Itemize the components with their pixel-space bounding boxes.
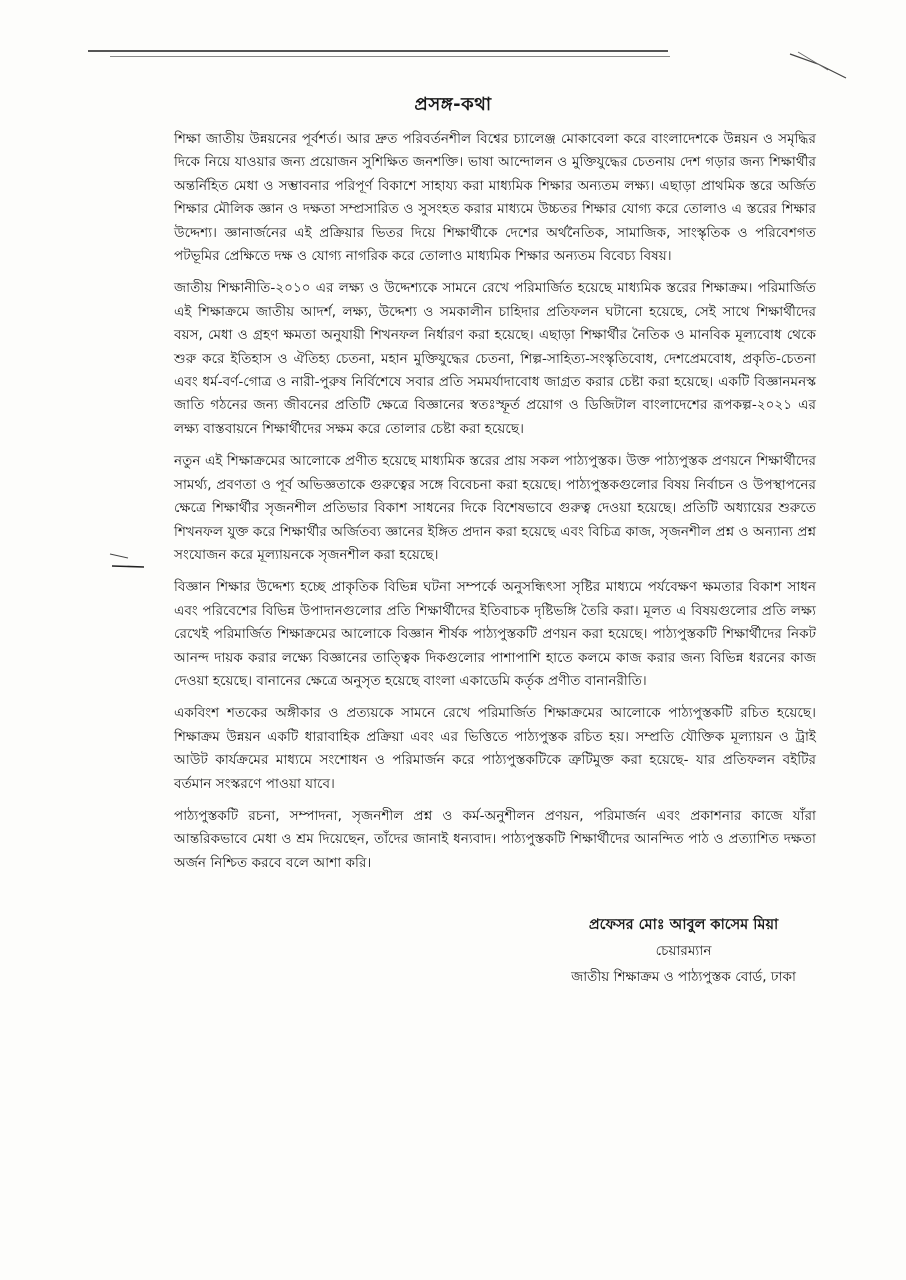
top-rule xyxy=(88,50,668,52)
paragraph-1: শিক্ষা জাতীয় উন্নয়নের পূর্বশর্ত। আর দ্রুত পরিবর্তনশীল বিশ্বের চ্যালেঞ্জ মোকাবেলা করে বাংলাদেশকে উন্নয়ন ও সমৃদ্ধির দিকে নিয়ে যাওয়ার জন্য প্রয়োজন সুশিক্ষিত জনশক্তি। ভাষা আন্দোলন ও মুক্তিযুদ্ধের চেতনায় দেশ গড়ার জন্য শিক্ষার্থীর অন্তর্নিহিত মেধা ও সম্ভাবনার পরিপূর্ণ বিকাশে সাহায্য করা মাধ্যমিক শিক্ষার অন্যতম লক্ষ্য। এছাড়া প্রাথমিক স্তরে অর্জিত শিক্ষার মৌলিক জ্ঞান ও দক্ষতা সম্প্রসারিত ও সুসংহত করার মাধ্যমে উচ্চতর শিক্ষার যোগ্য করে তোলাও এ স্তরের শিক্ষার উদ্দেশ্য। জ্ঞানার্জনের এই প্রক্রিয়ার ভিতর দিয়ে শিক্ষার্থীকে দেশের অর্থনৈতিক, সামাজিক, সাংস্কৃতিক ও পরিবেশগত পটভূমির প্রেক্ষিতে দক্ষ ও যোগ্য নাগরিক করে তোলাও মাধ্যমিক শিক্ষার অন্যতম বিবেচ্য বিষয়। xyxy=(174,131,816,265)
signatory-designation: চেয়ারম্যান xyxy=(655,943,712,959)
paragraph-4: বিজ্ঞান শিক্ষার উদ্দেশ্য হচ্ছে প্রাকৃতিক বিভিন্ন ঘটনা সম্পর্কে অনুসন্ধিৎসা সৃষ্টির মাধ্যমে পর্যবেক্ষণ ক্ষমতার বিকাশ সাধন এবং পরিবেশের বিভিন্ন উপাদানগুলোর প্রতি শিক্ষার্থীদের ইতিবাচক দৃষ্টিভঙ্গি তৈরি করা। মূলত এ বিষয়গুলোর প্রতি লক্ষ্য রেখেই পরিমার্জিত শিক্ষাক্রমের আলোকে বিজ্ঞান শীর্ষক পাঠ্যপুস্তকটি প্রণয়ন করা হয়েছে। পাঠ্যপুস্তকটি শিক্ষার্থীদের নিকট আনন্দ দায়ক করার লক্ষ্যে বিজ্ঞানের তাত্ত্বিক দিকগুলোর পাশাপাশি হাতে কলমে কাজ করার জন্য বিভিন্ন ধরনের কাজ দেওয়া হয়েছে। বানানের ক্ষেত্রে অনুসৃত হয়েছে বাংলা একাডেমি কর্তৃক প্রণীত বানানরীতি। xyxy=(174,579,816,689)
signatory-organization: জাতীয় শিক্ষাক্রম ও পাঠ্যপুস্তক বোর্ড, ঢাকা xyxy=(571,969,796,985)
signature-block xyxy=(571,912,796,990)
paragraph-3: নতুন এই শিক্ষাক্রমের আলোকে প্রণীত হয়েছে মাধ্যমিক স্তরের প্রায় সকল পাঠ্যপুস্তক। উক্ত পাঠ্যপুস্তক প্রণয়নে শিক্ষার্থীদের সামর্থ্য, প্রবণতা ও পূর্ব অভিজ্ঞতাকে গুরুত্বের সঙ্গে বিবেচনা করা হয়েছে। পাঠ্যপুস্তকগুলোর বিষয় নির্বাচন ও উপস্থাপনের ক্ষেত্রে শিক্ষার্থীর সৃজনশীল প্রতিভার বিকাশ সাধনের দিকে বিশেষভাবে গুরুত্ব দেওয়া হয়েছে। প্রতিটি অধ্যায়ের শুরুতে শিখনফল যুক্ত করে শিক্ষার্থীর অর্জিতব্য জ্ঞানের ইঙ্গিত প্রদান করা হয়েছে এবং বিচিত্র কাজ, সৃজনশীল প্রশ্ন ও অন্যান্য প্রশ্ন সংযোজন করে মূল্যায়নকে সৃজনশীল করা হয়েছে। xyxy=(174,453,816,563)
paragraph-5: একবিংশ শতকের অঙ্গীকার ও প্রত্যয়কে সামনে রেখে পরিমার্জিত শিক্ষাক্রমের আলোকে পাঠ্যপুস্তকটি রচিত হয়েছে। শিক্ষাক্রম উন্নয়ন একটি ধারাবাহিক প্রক্রিয়া এবং এর ভিত্তিতে পাঠ্যপুস্তক রচিত হয়। সম্প্রতি যৌক্তিক মূল্যায়ন ও ট্রাই আউট কার্যক্রমের মাধ্যমে সংশোধন ও পরিমার্জন করে পাঠ্যপুস্তকটিকে ত্রুটিমুক্ত করা হয়েছে- যার প্রতিফলন বইটির বর্তমান সংস্করণে পাওয়া যাবে। xyxy=(174,705,816,792)
margin-scan-mark xyxy=(108,550,148,570)
top-rule-secondary xyxy=(110,56,670,57)
body-text xyxy=(174,128,816,884)
signatory-name: প্রফেসর মোঃ আবুল কাসেম মিয়া xyxy=(588,917,779,933)
corner-scan-mark xyxy=(788,50,848,80)
page-title: প্রসঙ্গ-কথা xyxy=(414,94,492,115)
paragraph-6: পাঠ্যপুস্তকটি রচনা, সম্পাদনা, সৃজনশীল প্রশ্ন ও কর্ম-অনুশীলন প্রণয়ন, পরিমার্জন এবং প্রকাশনার কাজে যাঁরা আন্তরিকভাবে মেধা ও শ্রম দিয়েছেন, তাঁদের জানাই ধন্যবাদ। পাঠ্যপুস্তকটি শিক্ষার্থীদের আনন্দিত পাঠ ও প্রত্যাশিত দক্ষতা অর্জন নিশ্চিত করবে বলে আশা করি। xyxy=(174,807,816,871)
paragraph-2: জাতীয় শিক্ষানীতি-২০১০ এর লক্ষ্য ও উদ্দেশ্যকে সামনে রেখে পরিমার্জিত হয়েছে মাধ্যমিক স্তরের শিক্ষাক্রম। পরিমার্জিত এই শিক্ষাক্রমে জাতীয় আদর্শ, লক্ষ্য, উদ্দেশ্য ও সমকালীন চাহিদার প্রতিফলন ঘটানো হয়েছে, সেই সাথে শিক্ষার্থীদের বয়স, মেধা ও গ্রহণ ক্ষমতা অনুযায়ী শিখনফল নির্ধারণ করা হয়েছে। এছাড়া শিক্ষার্থীর নৈতিক ও মানবিক মূল্যবোধ থেকে শুরু করে ইতিহাস ও ঐতিহ্য চেতনা, মহান মুক্তিযুদ্ধের চেতনা, শিল্প-সাহিত্য-সংস্কৃতিবোধ, দেশপ্রেমবোধ, প্রকৃতি-চেতনা এবং ধর্ম-বর্ণ-গোত্র ও নারী-পুরুষ নির্বিশেষে সবার প্রতি সমমর্যাদাবোধ জাগ্রত করার চেষ্টা করা হয়েছে। একটি বিজ্ঞানমনস্ক জাতি গঠনের জন্য জীবনের প্রতিটি ক্ষেত্রে বিজ্ঞানের স্বতঃস্ফূর্ত প্রয়োগ ও ডিজিটাল বাংলাদেশের রূপকল্প-২০২১ এর লক্ষ্য বাস্তবায়নে শিক্ষার্থীদের সক্ষম করে তোলার চেষ্টা করা হয়েছে। xyxy=(174,280,816,437)
